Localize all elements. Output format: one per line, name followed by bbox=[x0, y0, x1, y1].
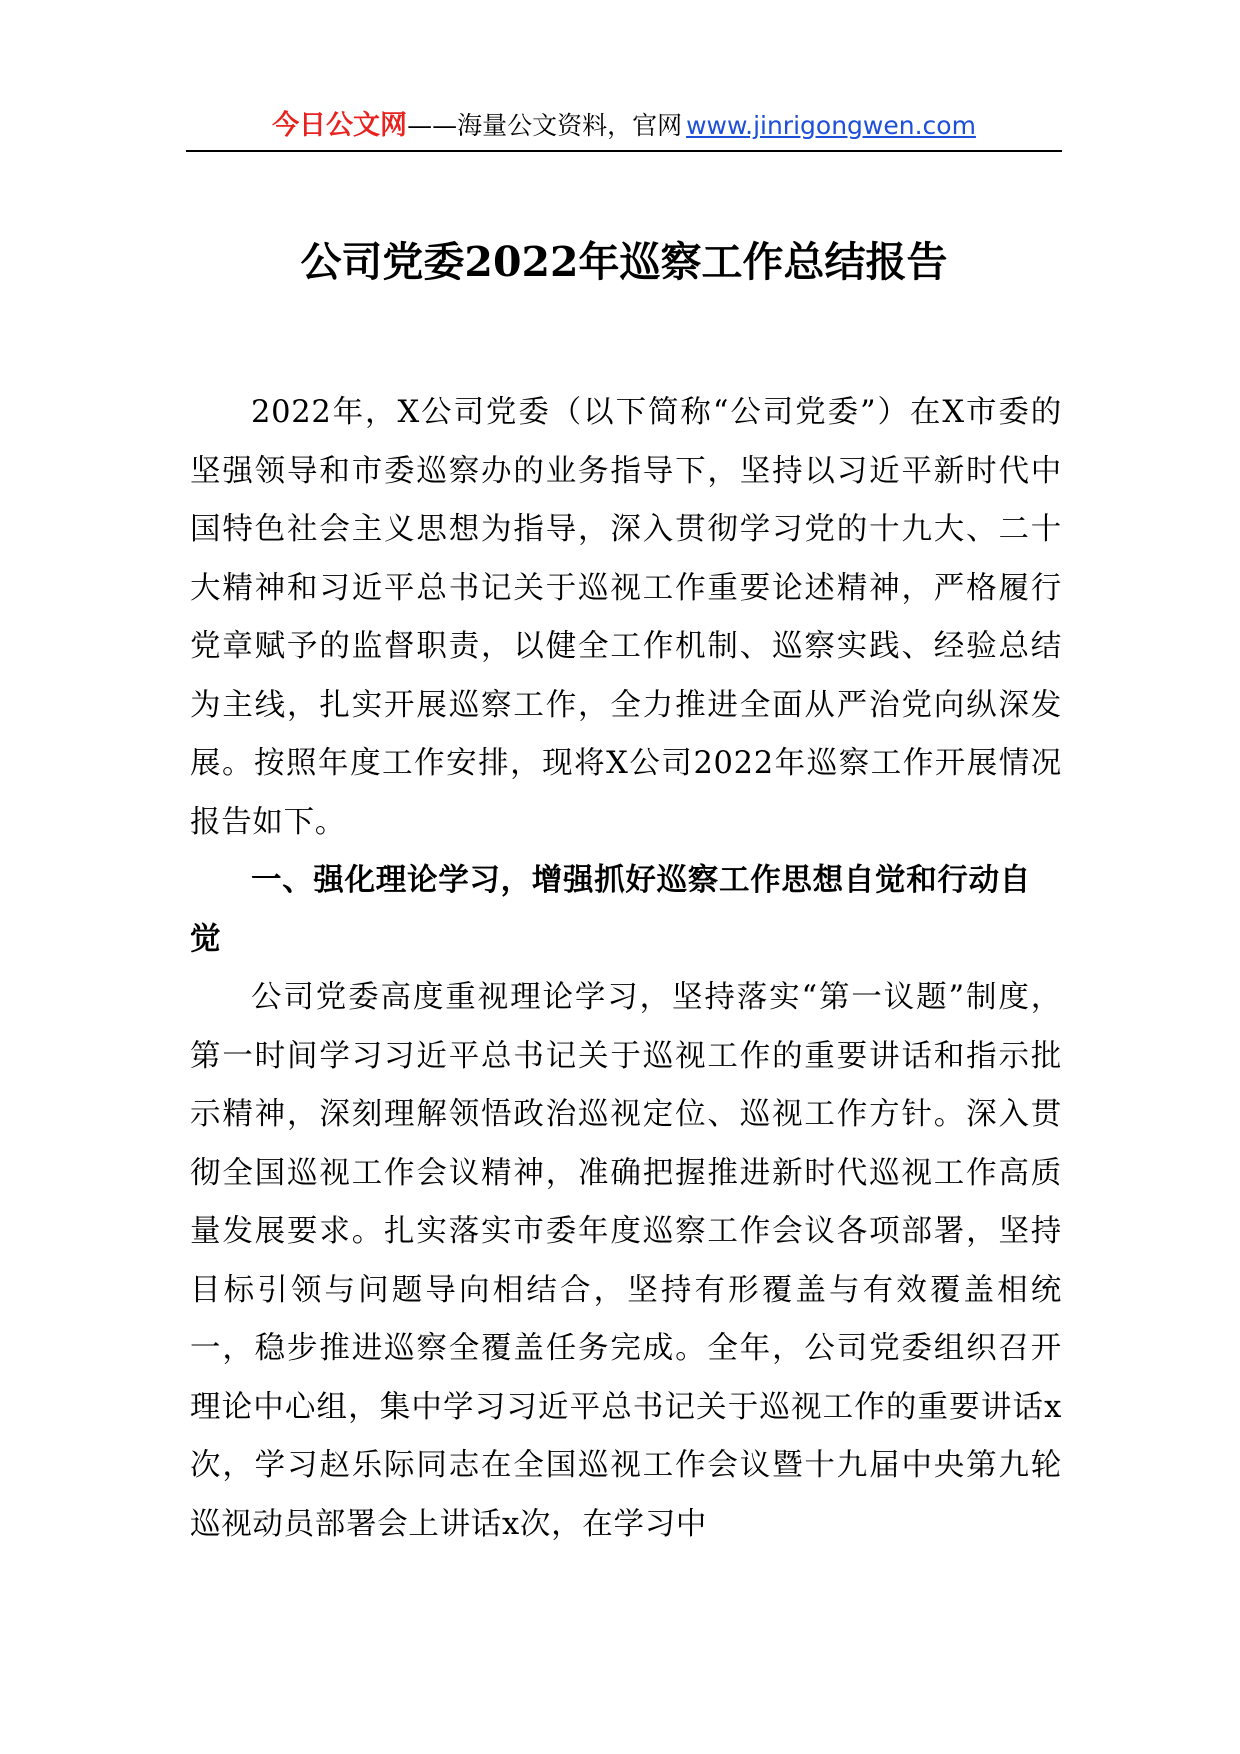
site-tagline: ——海量公文资料，官网 bbox=[407, 111, 683, 140]
document-body bbox=[190, 384, 1062, 1554]
document-title: 公司党委2022年巡察工作总结报告 bbox=[300, 238, 948, 286]
section-heading-1: 一、强化理论学习，增强抓好巡察工作思想自觉和行动自觉 bbox=[190, 863, 1031, 957]
intro-paragraph: 2022年，X公司党委（以下简称“公司党委”）在X市委的坚强领导和市委巡察办的业务指导下，坚持以习近平新时代中国特色社会主义思想为指导，深入贯彻学习党的十九大、二十大精神和习近平总书记关于巡视工作重要论述精神，严格履行党章赋予的监督职责，以健全工作机制、巡察实践、经验总结为主线，扎实开展巡察工作，全力推进全面从严治党向纵深发展。按照年度工作安排，现将X公司2022年巡察工作开展情况报告如下。 bbox=[190, 395, 1062, 840]
site-url-link[interactable]: www.jinrigongwen.com bbox=[686, 111, 976, 140]
header-divider bbox=[186, 150, 1062, 152]
site-header bbox=[186, 106, 1062, 146]
site-brand[interactable]: 今日公文网 bbox=[272, 110, 408, 141]
section-paragraph-1: 公司党委高度重视理论学习，坚持落实“第一议题”制度，第一时间学习习近平总书记关于巡视工作的重要讲话和指示批示精神，深刻理解领悟政治巡视定位、巡视工作方针。深入贯彻全国巡视工作会议精神，准确把握推进新时代巡视工作高质量发展要求。扎实落实市委年度巡察工作会议各项部署，坚持目标引领与问题导向相结合，坚持有形覆盖与有效覆盖相统一，稳步推进巡察全覆盖任务完成。全年，公司党委组织召开理论中心组，集中学习习近平总书记关于巡视工作的重要讲话x次，学习赵乐际同志在全国巡视工作会议暨十九届中央第九轮巡视动员部署会上讲话x次，在学习中 bbox=[190, 980, 1062, 1542]
